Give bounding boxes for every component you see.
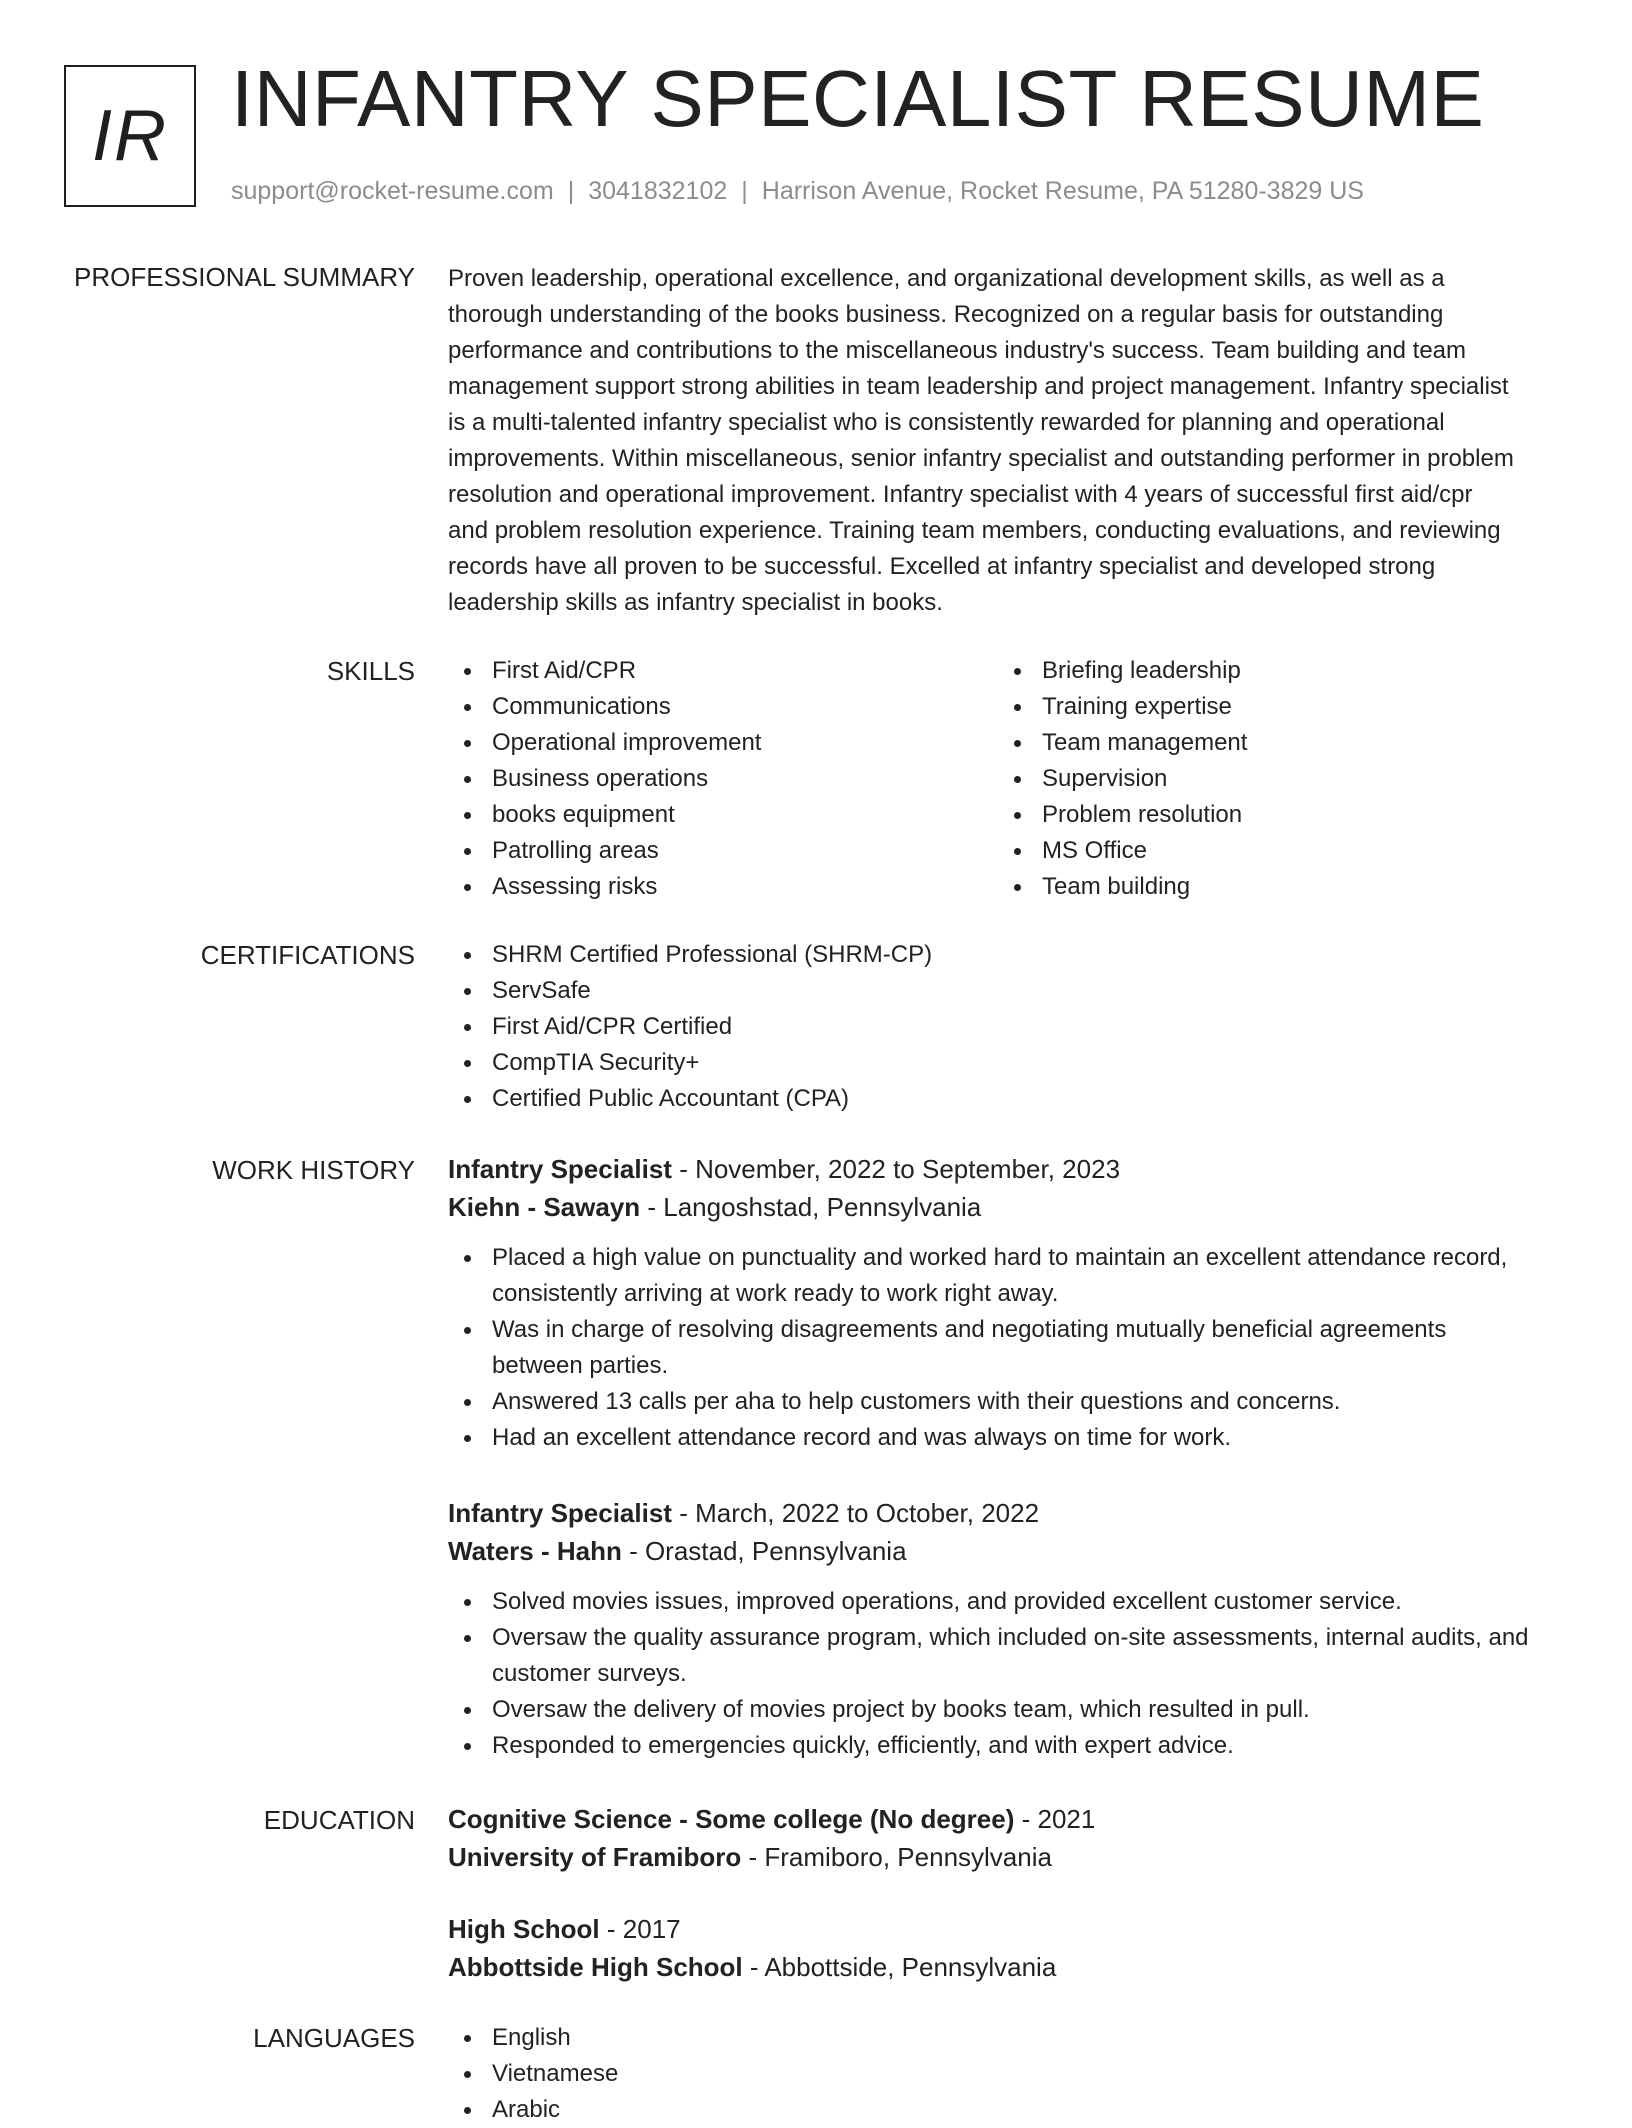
education-year: - 2017 [599, 1914, 681, 1944]
education-year: - 2021 [1014, 1804, 1096, 1834]
job-bullet-line: Was in charge of resolving disagreements and negotiating mutually beneficial agreements [492, 1316, 1447, 1343]
contact-line [231, 177, 1364, 206]
skill-item: Problem resolution [998, 797, 1548, 833]
job-bullet [448, 1384, 1568, 1420]
job-entry [448, 1494, 1568, 1764]
job-bullet [448, 1620, 1568, 1692]
job-bullet [448, 1584, 1568, 1620]
certification-item: ServSafe [448, 973, 1568, 1009]
job-bullet [448, 1420, 1568, 1456]
education-entry [448, 1910, 1568, 1986]
job-title-line [448, 1150, 1568, 1188]
summary-line: records have all proven to be successful. Excelled at infantry specialist and developed strong [448, 553, 1436, 580]
job-bullet-line: Solved movies issues, improved operations, and provided excellent customer service. [492, 1588, 1402, 1615]
job-entry [448, 1150, 1568, 1456]
contact-phone[interactable]: 3041832102 [588, 177, 728, 205]
education-degree-line [448, 1800, 1568, 1838]
section-label-work-history: WORK HISTORY [212, 1155, 415, 1185]
job-bullet-line: Oversaw the delivery of movies project by books team, which resulted in pull. [492, 1696, 1310, 1723]
summary-line: resolution and operational improvement. Infantry specialist with 4 years of successful first aid/cpr [448, 481, 1473, 508]
skill-item: MS Office [998, 833, 1548, 869]
education-entry [448, 1800, 1568, 1876]
skill-item: Briefing leadership [998, 653, 1548, 689]
resume-header [64, 54, 1564, 210]
job-bullet [448, 1728, 1568, 1764]
job-location: - Langoshstad, Pennsylvania [640, 1192, 982, 1222]
skill-item: Supervision [998, 761, 1548, 797]
job-bullet-line: Responded to emergencies quickly, efficiently, and with expert advice. [492, 1732, 1234, 1759]
job-title: Infantry Specialist [448, 1498, 672, 1528]
skill-item: Team management [998, 725, 1548, 761]
section-label-languages: LANGUAGES [253, 2023, 415, 2053]
certifications-list [448, 937, 1568, 1117]
skill-item: Business operations [448, 761, 998, 797]
skill-item: Assessing risks [448, 869, 998, 905]
education-location: - Framiboro, Pennsylvania [741, 1842, 1052, 1872]
summary-line: is a multi-talented infantry specialist who is consistently rewarded for planning and operational [448, 409, 1445, 436]
education-degree: High School [448, 1914, 600, 1944]
job-company: Waters - Hahn [448, 1536, 622, 1566]
monogram-box: IR [64, 65, 196, 207]
contact-separator: | [567, 177, 575, 205]
job-bullet [448, 1240, 1568, 1312]
job-bullet-line: Placed a high value on punctuality and worked hard to maintain an excellent attendance record, [492, 1244, 1508, 1271]
certification-item: Certified Public Accountant (CPA) [448, 1081, 1568, 1117]
education-degree-line [448, 1910, 1568, 1948]
contact-email[interactable]: support@rocket-resume.com [231, 177, 554, 205]
section-label-certifications: CERTIFICATIONS [200, 940, 415, 970]
skill-item: Operational improvement [448, 725, 998, 761]
job-bullets [448, 1584, 1568, 1764]
summary-line: leadership skills as infantry specialist in books. [448, 589, 943, 616]
job-title: Infantry Specialist [448, 1154, 672, 1184]
job-company: Kiehn - Sawayn [448, 1192, 641, 1222]
skill-item: Training expertise [998, 689, 1548, 725]
skill-item: Patrolling areas [448, 833, 998, 869]
contact-address: Harrison Avenue, Rocket Resume, PA 51280-3829 US [761, 177, 1364, 205]
section-label-education: EDUCATION [263, 1805, 415, 1835]
job-bullet-line: consistently arriving at work ready to work right away. [492, 1280, 1059, 1307]
job-location: - Orastad, Pennsylvania [621, 1536, 907, 1566]
job-dates: - March, 2022 to October, 2022 [671, 1498, 1040, 1528]
job-bullets [448, 1240, 1568, 1456]
summary-line: improvements. Within miscellaneous, senior infantry specialist and outstanding performer in problem [448, 445, 1514, 472]
certification-item: CompTIA Security+ [448, 1045, 1568, 1081]
resume-title: INFANTRY SPECIALIST RESUME [231, 54, 1485, 143]
education-location: - Abbottside, Pennsylvania [742, 1952, 1057, 1982]
summary-line: and problem resolution experience. Training team members, conducting evaluations, and reviewing [448, 517, 1501, 544]
job-dates: - November, 2022 to September, 2023 [671, 1154, 1121, 1184]
job-bullet-line: between parties. [492, 1352, 669, 1379]
certification-item: First Aid/CPR Certified [448, 1009, 1568, 1045]
education-school-line [448, 1838, 1568, 1876]
summary-line: thorough understanding of the books business. Recognized on a regular basis for outstanding [448, 301, 1444, 328]
education-school: Abbottside High School [448, 1952, 743, 1982]
skill-item: Team building [998, 869, 1548, 905]
skills-list-right [998, 653, 1548, 905]
section-label-summary: PROFESSIONAL SUMMARY [74, 262, 415, 292]
job-title-line [448, 1494, 1568, 1532]
education-school: University of Framiboro [448, 1842, 742, 1872]
job-bullet-line: Oversaw the quality assurance program, which included on-site assessments, internal audits, and [492, 1624, 1529, 1651]
skill-item: First Aid/CPR [448, 653, 998, 689]
summary-text [448, 261, 1568, 621]
summary-line: Proven leadership, operational excellence, and organizational development skills, as well as a [448, 265, 1445, 292]
language-item: Arabic [448, 2092, 1568, 2128]
language-item: English [448, 2020, 1568, 2056]
skill-item: books equipment [448, 797, 998, 833]
skills-list-left [448, 653, 998, 905]
job-bullet-line: customer surveys. [492, 1660, 687, 1687]
certification-item: SHRM Certified Professional (SHRM-CP) [448, 937, 1568, 973]
job-org-line [448, 1532, 1568, 1570]
education-school-line [448, 1948, 1568, 1986]
language-item: Vietnamese [448, 2056, 1568, 2092]
job-bullet-line: Had an excellent attendance record and was always on time for work. [492, 1424, 1232, 1451]
education-degree: Cognitive Science - Some college (No degree) [448, 1804, 1015, 1834]
skill-item: Communications [448, 689, 998, 725]
certifications-body [448, 937, 1568, 1117]
job-bullet-line: Answered 13 calls per aha to help customers with their questions and concerns. [492, 1388, 1341, 1415]
summary-line: management support strong abilities in team leadership and project management. Infantry specialist [448, 373, 1509, 400]
skills-columns [448, 653, 1568, 905]
job-bullet [448, 1312, 1568, 1384]
section-label-skills: SKILLS [326, 656, 415, 686]
contact-separator: | [741, 177, 748, 205]
job-org-line [448, 1188, 1568, 1226]
job-bullet [448, 1692, 1568, 1728]
summary-line: performance and contributions to the miscellaneous industry's success. Team building and team [448, 337, 1467, 364]
